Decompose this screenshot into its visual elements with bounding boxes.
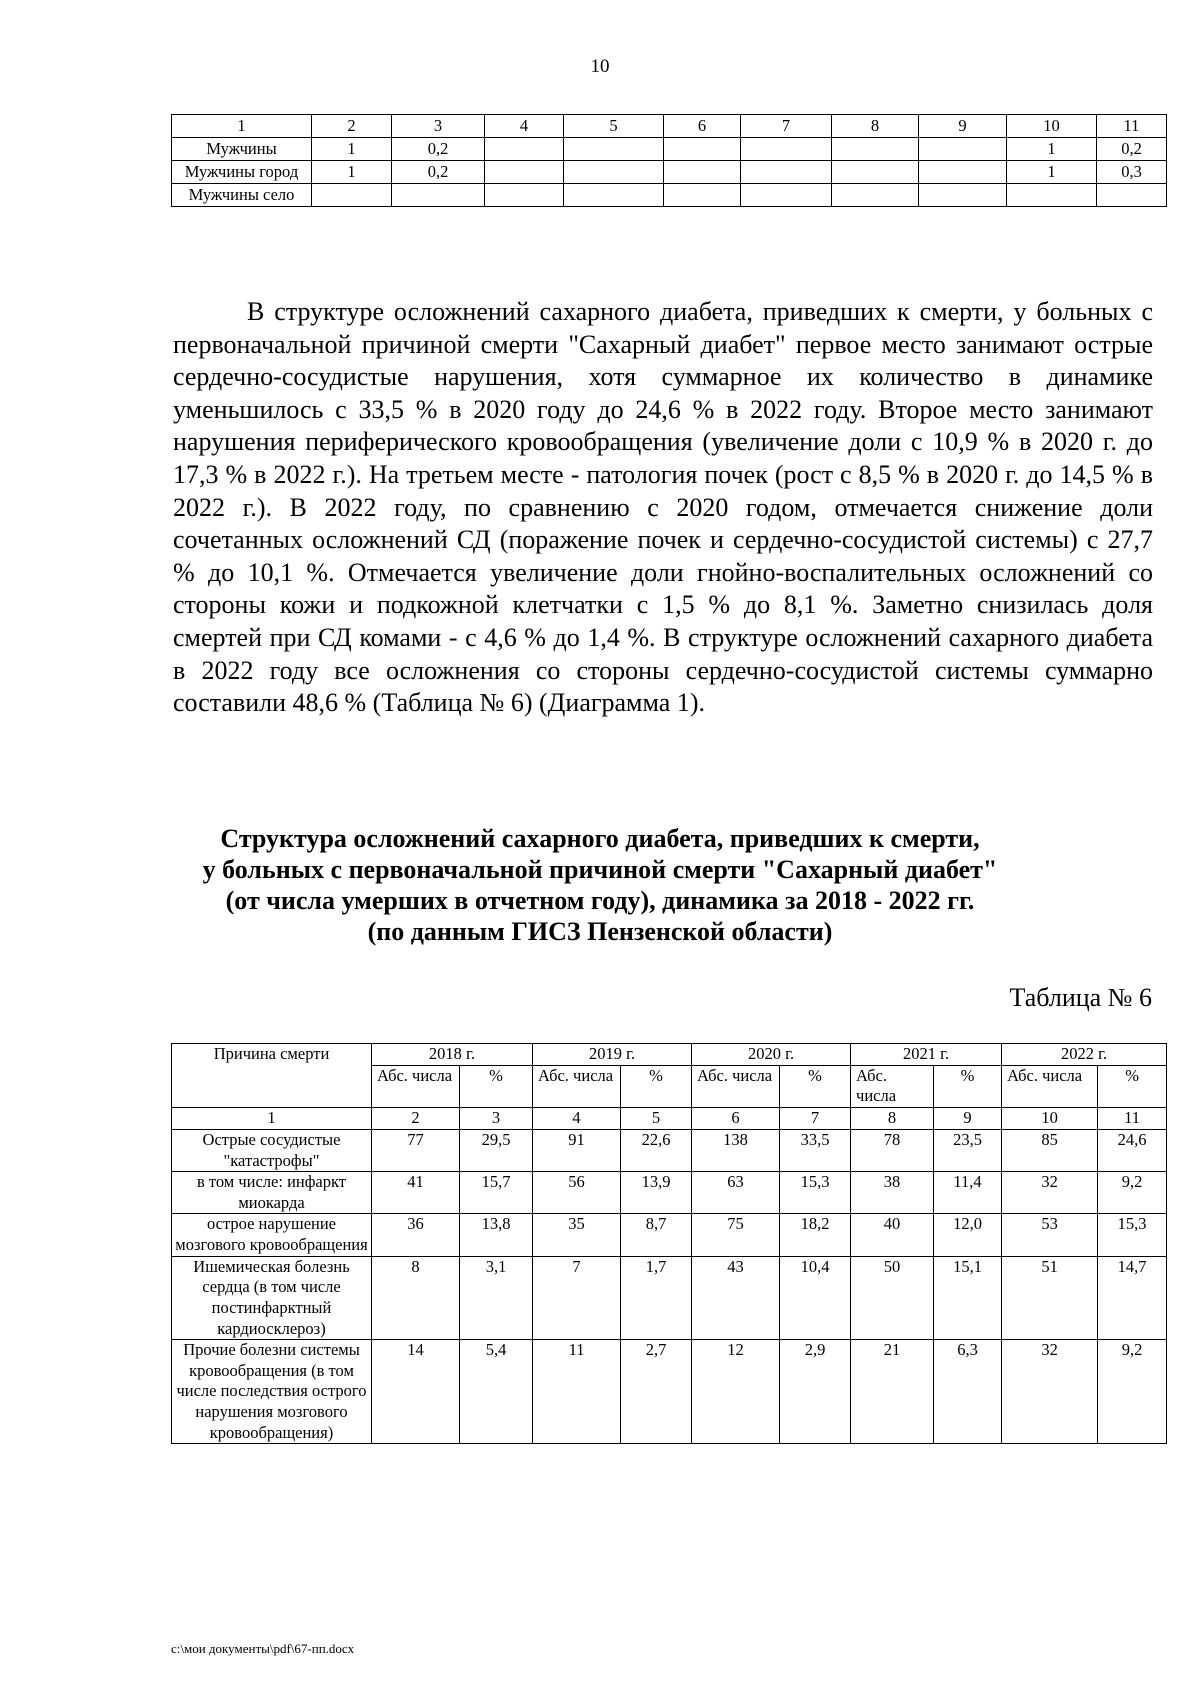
column-number: 2: [372, 1107, 460, 1129]
table-cell: 8: [372, 1256, 460, 1340]
year-header: 2020 г.: [692, 1044, 851, 1066]
table-cell: 0,2: [1097, 138, 1167, 161]
heading-line: у больных с первоначальной причиной смерти "Сахарный диабет": [202, 855, 998, 884]
column-number: 6: [692, 1107, 780, 1129]
table-cell: [1007, 184, 1097, 207]
table-cell: 2,7: [621, 1340, 692, 1444]
table-cell: 1: [1007, 138, 1097, 161]
table-cell: [919, 138, 1007, 161]
column-number: 5: [621, 1107, 692, 1129]
table-cell: [832, 161, 919, 184]
table-cell: 1,7: [621, 1256, 692, 1340]
abs-header: Абс. числа: [851, 1065, 934, 1107]
cause-header: Причина смерти: [172, 1044, 372, 1108]
table-row: [172, 1214, 1167, 1256]
table-label: Таблица № 6: [1009, 983, 1152, 1012]
table-cell: 85: [1002, 1129, 1098, 1171]
table-row: [172, 184, 1167, 207]
table-cell: 7: [533, 1256, 621, 1340]
row-label: Мужчины город: [172, 161, 312, 184]
table-cell: 35: [533, 1214, 621, 1256]
cause-label: острое нарушение мозгового кровообращения: [172, 1214, 372, 1256]
table-cell: [564, 184, 664, 207]
top-table-header-cell: 7: [741, 115, 832, 138]
pct-header: %: [621, 1065, 692, 1107]
table-cell: 15,3: [780, 1172, 851, 1214]
year-header: 2022 г.: [1002, 1044, 1167, 1066]
table-cell: 5,4: [460, 1340, 533, 1444]
table-cell: 15,1: [934, 1256, 1002, 1340]
column-number: 8: [851, 1107, 934, 1129]
table-cell: 91: [533, 1129, 621, 1171]
table-cell: [919, 184, 1007, 207]
table-cell: [741, 161, 832, 184]
cause-label: в том числе: инфаркт миокарда: [172, 1172, 372, 1214]
table-cell: 15,3: [1098, 1214, 1167, 1256]
heading-line: (от числа умерших в отчетном году), динамика за 2018 - 2022 гг.: [225, 886, 975, 915]
top-table-header-cell: 11: [1097, 115, 1167, 138]
year-header: 2019 г.: [533, 1044, 692, 1066]
table-cell: 22,6: [621, 1129, 692, 1171]
table-cell: 33,5: [780, 1129, 851, 1171]
table-6: [171, 1043, 1167, 1444]
table-cell: 32: [1002, 1340, 1098, 1444]
table-cell: 41: [372, 1172, 460, 1214]
top-table-header-cell: 4: [485, 115, 564, 138]
table-row: [172, 138, 1167, 161]
table-cell: [832, 138, 919, 161]
table-heading: [150, 823, 1050, 947]
table-cell: 6,3: [934, 1340, 1002, 1444]
abs-header: Абс. числа: [372, 1065, 460, 1107]
table-cell: 2,9: [780, 1340, 851, 1444]
body-paragraph: [173, 296, 1153, 720]
table-cell: 56: [533, 1172, 621, 1214]
pct-header: %: [1098, 1065, 1167, 1107]
table-cell: [485, 184, 564, 207]
table-cell: [664, 184, 741, 207]
column-number: 10: [1002, 1107, 1098, 1129]
table-cell: 12: [692, 1340, 780, 1444]
table-cell: 23,5: [934, 1129, 1002, 1171]
row-label: Мужчины: [172, 138, 312, 161]
table-cell: 50: [851, 1256, 934, 1340]
table-cell: 12,0: [934, 1214, 1002, 1256]
table-cell: 0,2: [392, 161, 485, 184]
table-cell: 24,6: [1098, 1129, 1167, 1171]
table-cell: 10,4: [780, 1256, 851, 1340]
table-cell: 3,1: [460, 1256, 533, 1340]
top-table-header-cell: 5: [564, 115, 664, 138]
table-cell: 11,4: [934, 1172, 1002, 1214]
abs-header: Абс. числа: [1002, 1065, 1098, 1107]
column-number: 1: [172, 1107, 372, 1129]
top-table-header-cell: 8: [832, 115, 919, 138]
top-table-header-cell: 10: [1007, 115, 1097, 138]
table-cell: 77: [372, 1129, 460, 1171]
table-cell: 75: [692, 1214, 780, 1256]
table-cell: 9,2: [1098, 1340, 1167, 1444]
pct-header: %: [460, 1065, 533, 1107]
column-number: 7: [780, 1107, 851, 1129]
table-row: [172, 1340, 1167, 1444]
pct-header: %: [780, 1065, 851, 1107]
table-cell: 9,2: [1098, 1172, 1167, 1214]
table-cell: 18,2: [780, 1214, 851, 1256]
table-cell: 78: [851, 1129, 934, 1171]
table-cell: 1: [1007, 161, 1097, 184]
footer-file-path: c:\мои документы\pdf\67-пп.docx: [171, 1641, 355, 1656]
table-cell: 8,7: [621, 1214, 692, 1256]
table-cell: [664, 138, 741, 161]
column-number: 9: [934, 1107, 1002, 1129]
table-cell: 13,9: [621, 1172, 692, 1214]
top-table-header-cell: 9: [919, 115, 1007, 138]
table-cell: 15,7: [460, 1172, 533, 1214]
year-header: 2021 г.: [851, 1044, 1002, 1066]
table-cell: 38: [851, 1172, 934, 1214]
year-header-row: [172, 1044, 1167, 1066]
abs-header: Абс. числа: [533, 1065, 621, 1107]
abs-header: Абс. числа: [692, 1065, 780, 1107]
table-cell: [564, 138, 664, 161]
table-cell: 63: [692, 1172, 780, 1214]
table-cell: [485, 161, 564, 184]
table-cell: [312, 184, 392, 207]
top-table-header-cell: 2: [312, 115, 392, 138]
table-cell: [1097, 184, 1167, 207]
pct-header: %: [934, 1065, 1002, 1107]
table-cell: 0,3: [1097, 161, 1167, 184]
column-number: 3: [460, 1107, 533, 1129]
column-number: 4: [533, 1107, 621, 1129]
table-cell: 1: [312, 138, 392, 161]
heading-line: Структура осложнений сахарного диабета, приведших к смерти,: [220, 824, 980, 853]
table-cell: 14: [372, 1340, 460, 1444]
table-cell: [392, 184, 485, 207]
column-number: 11: [1098, 1107, 1167, 1129]
top-table-header-cell: 3: [392, 115, 485, 138]
table-cell: [564, 161, 664, 184]
table-cell: 36: [372, 1214, 460, 1256]
table-cell: 43: [692, 1256, 780, 1340]
table-cell: 11: [533, 1340, 621, 1444]
year-header: 2018 г.: [372, 1044, 533, 1066]
cause-label: Острые сосудистые "катастрофы": [172, 1129, 372, 1171]
cause-label: Прочие болезни системы кровообращения (в том числе последствия острого нарушения мозгового кровообращения): [172, 1340, 372, 1444]
table-cell: 138: [692, 1129, 780, 1171]
table-row: [172, 161, 1167, 184]
table-row: [172, 1172, 1167, 1214]
top-table-header-row: [172, 115, 1167, 138]
table-cell: 40: [851, 1214, 934, 1256]
top-table-header-cell: 6: [664, 115, 741, 138]
table-cell: [664, 161, 741, 184]
page-number: 10: [590, 56, 610, 77]
table-cell: 29,5: [460, 1129, 533, 1171]
table-cell: 1: [312, 161, 392, 184]
table-cell: 32: [1002, 1172, 1098, 1214]
top-table: [171, 114, 1167, 207]
table-row: [172, 1256, 1167, 1340]
table-cell: 14,7: [1098, 1256, 1167, 1340]
table-cell: 13,8: [460, 1214, 533, 1256]
column-number-row: [172, 1107, 1167, 1129]
paragraph-text: В структуре осложнений сахарного диабета, приведших к смерти, у больных с первоначальной причиной смерти "Сахарный диабет" первое место занимают острые сердечно-сосудистые нарушения, хотя суммарное их количество в динамике уменьшилось с 33,5 % в 2020 году до 24,6 % в 2022 году. Второе место занимают нарушения периферического кровообращения (увеличение доли с 10,9 % в 2020 г. до 17,3 % в 2022 г.). На третьем месте - патология почек (рост с 8,5 % в 2020 г. до 14,5 % в 2022 г.). В 2022 году, по сравнению с 2020 годом, отмечается снижение доли сочетанных осложнений СД (поражение почек и сердечно-сосудистой системы) с 27,7 % до 10,1 %. Отмечается увеличение доли гнойно-воспалительных осложнений со стороны кожи и подкожной клетчатки с 1,5 % до 8,1 %. Заметно снизилась доля смертей при СД комами - с 4,6 % до 1,4 %. В структуре осложнений сахарного диабета в 2022 году все осложнения со стороны сердечно-сосудистой системы суммарно составили 48,6 % (Таблица № 6) (Диаграмма 1).: [173, 297, 1153, 718]
table-row: [172, 1129, 1167, 1171]
table-cell: 51: [1002, 1256, 1098, 1340]
table-cell: 53: [1002, 1214, 1098, 1256]
row-label: Мужчины село: [172, 184, 312, 207]
heading-line: (по данным ГИСЗ Пензенской области): [367, 917, 833, 946]
table-cell: [741, 138, 832, 161]
top-table-header-cell: 1: [172, 115, 312, 138]
table-cell: 0,2: [392, 138, 485, 161]
table-cell: 21: [851, 1340, 934, 1444]
table-cell: [832, 184, 919, 207]
cause-label: Ишемическая болезнь сердца (в том числе постинфарктный кардиосклероз): [172, 1256, 372, 1340]
table-cell: [485, 138, 564, 161]
table-cell: [919, 161, 1007, 184]
table-cell: [741, 184, 832, 207]
